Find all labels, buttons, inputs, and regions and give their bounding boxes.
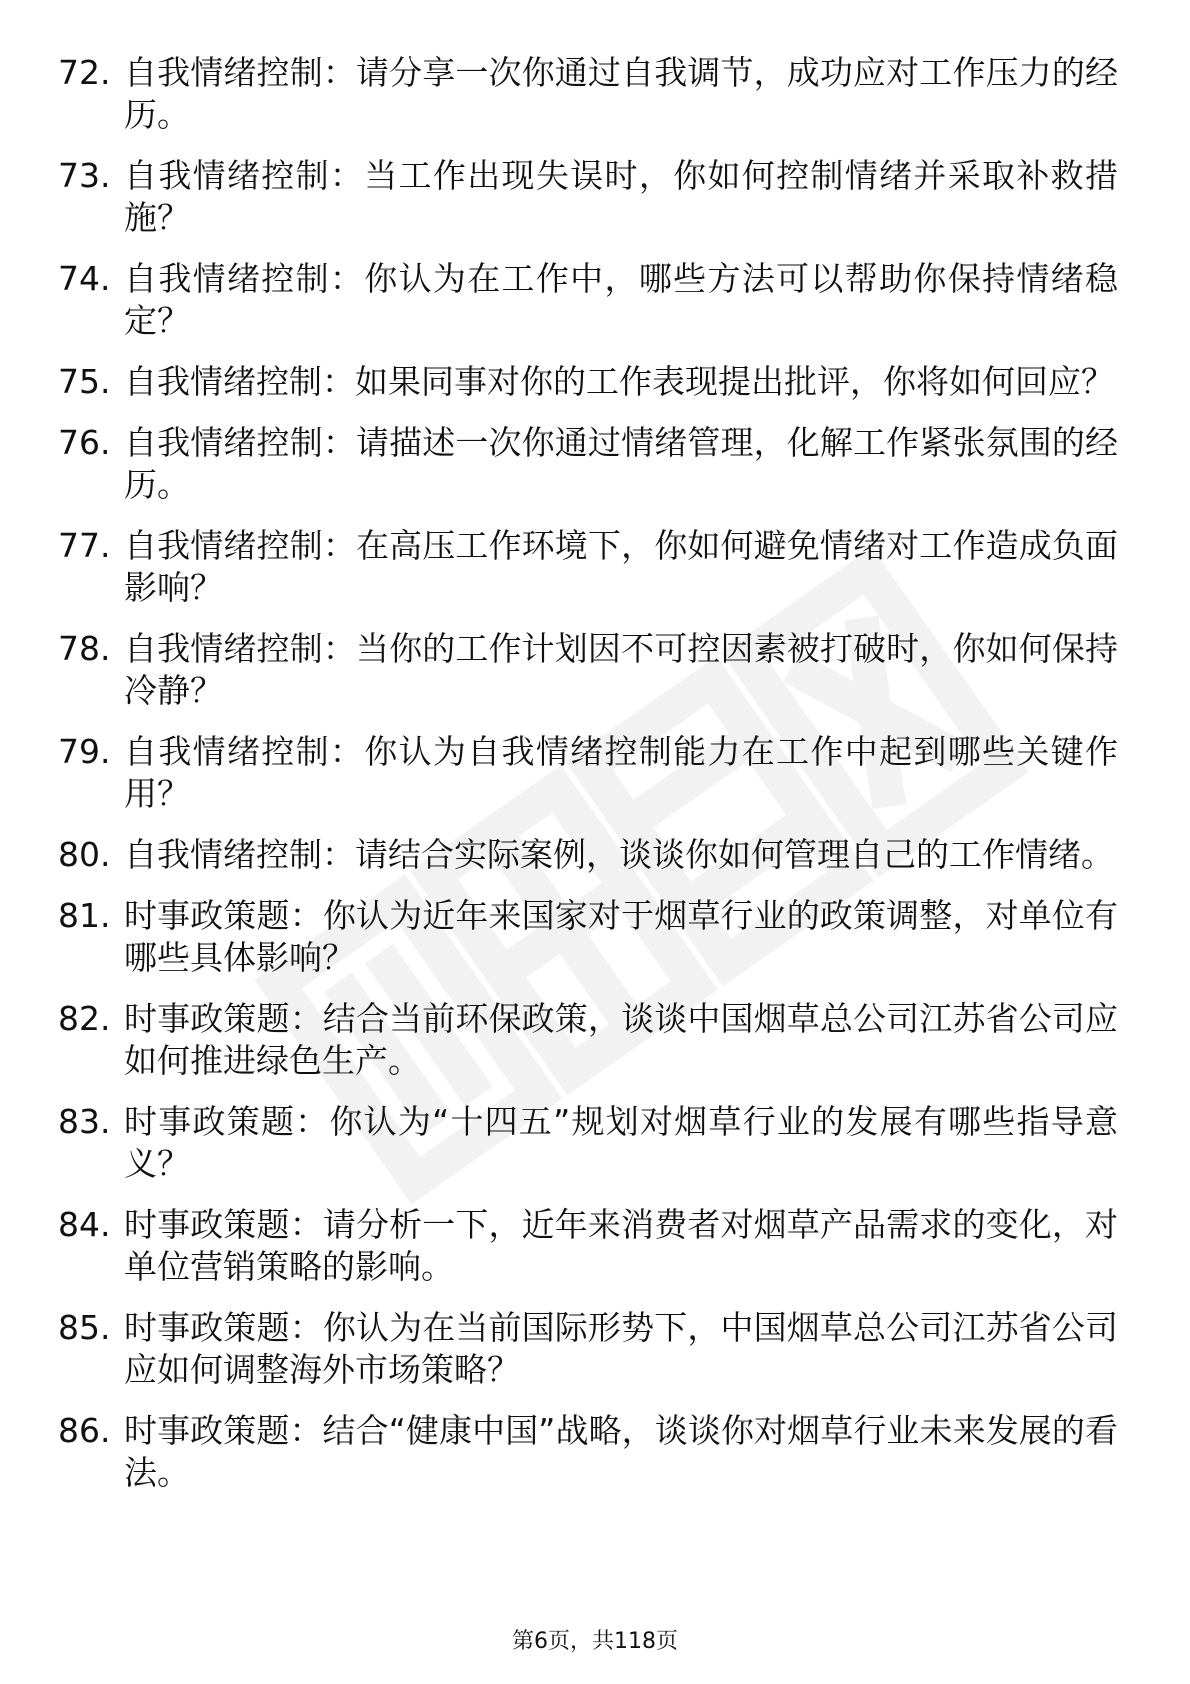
question-item (58, 1204, 1118, 1288)
question-text: 时事政策题：你认为近年来国家对于烟草行业的政策调整，对单位有哪些具体影响？ (124, 896, 1118, 977)
question-number: 79. (58, 732, 111, 771)
question-text: 时事政策题：结合当前环保政策，谈谈中国烟草总公司江苏省公司应如何推进绿色生产。 (124, 999, 1118, 1080)
question-item (58, 731, 1118, 815)
question-item (58, 998, 1118, 1082)
question-number: 83. (58, 1102, 111, 1141)
question-text: 时事政策题：你认为“十四五”规划对烟草行业的发展有哪些指导意义？ (124, 1102, 1118, 1183)
question-text: 自我情绪控制：在高压工作环境下，你如何避免情绪对工作造成负面影响？ (124, 526, 1118, 607)
question-item (58, 628, 1118, 712)
question-item (58, 1410, 1118, 1494)
question-item (58, 155, 1118, 239)
question-number: 76. (58, 423, 111, 462)
question-number: 74. (58, 259, 111, 298)
question-item (58, 895, 1118, 979)
question-item (58, 1307, 1118, 1391)
question-text: 自我情绪控制：请描述一次你通过情绪管理，化解工作紧张氛围的经历。 (124, 423, 1118, 504)
question-number: 77. (58, 526, 111, 565)
question-text: 自我情绪控制：如果同事对你的工作表现提出批评，你将如何回应？ (124, 362, 1114, 401)
question-text: 自我情绪控制：当工作出现失误时，你如何控制情绪并采取补救措施？ (124, 156, 1118, 237)
question-number: 75. (58, 362, 111, 401)
question-number: 73. (58, 156, 111, 195)
page-number-label: 第6页，共118页 (512, 1629, 678, 1654)
question-text: 时事政策题：你认为在当前国际形势下，中国烟草总公司江苏省公司应如何调整海外市场策略？ (124, 1308, 1118, 1389)
question-text: 自我情绪控制：请结合实际案例，谈谈你如何管理自己的工作情绪。 (124, 835, 1114, 874)
question-item (58, 258, 1118, 342)
question-list (58, 52, 1118, 1513)
question-item (58, 1101, 1118, 1185)
question-item (58, 361, 1118, 403)
question-number: 85. (58, 1308, 111, 1347)
question-item (58, 834, 1118, 876)
question-text: 自我情绪控制：请分享一次你通过自我调节，成功应对工作压力的经历。 (124, 53, 1118, 134)
question-number: 80. (58, 835, 111, 874)
question-number: 78. (58, 629, 111, 668)
page-footer (0, 1628, 1190, 1656)
question-number: 84. (58, 1205, 111, 1244)
question-text: 自我情绪控制：你认为自我情绪控制能力在工作中起到哪些关键作用？ (124, 732, 1118, 813)
question-number: 86. (58, 1411, 111, 1450)
question-text: 时事政策题：结合“健康中国”战略，谈谈你对烟草行业未来发展的看法。 (124, 1411, 1118, 1492)
question-text: 自我情绪控制：当你的工作计划因不可控因素被打破时，你如何保持冷静？ (124, 629, 1118, 710)
question-item (58, 525, 1118, 609)
question-number: 81. (58, 896, 111, 935)
question-text: 时事政策题：请分析一下，近年来消费者对烟草产品需求的变化，对单位营销策略的影响。 (124, 1205, 1118, 1286)
question-text: 自我情绪控制：你认为在工作中，哪些方法可以帮助你保持情绪稳定？ (124, 259, 1118, 340)
question-item (58, 422, 1118, 506)
question-number: 82. (58, 999, 111, 1038)
question-item (58, 52, 1118, 136)
question-number: 72. (58, 53, 111, 92)
